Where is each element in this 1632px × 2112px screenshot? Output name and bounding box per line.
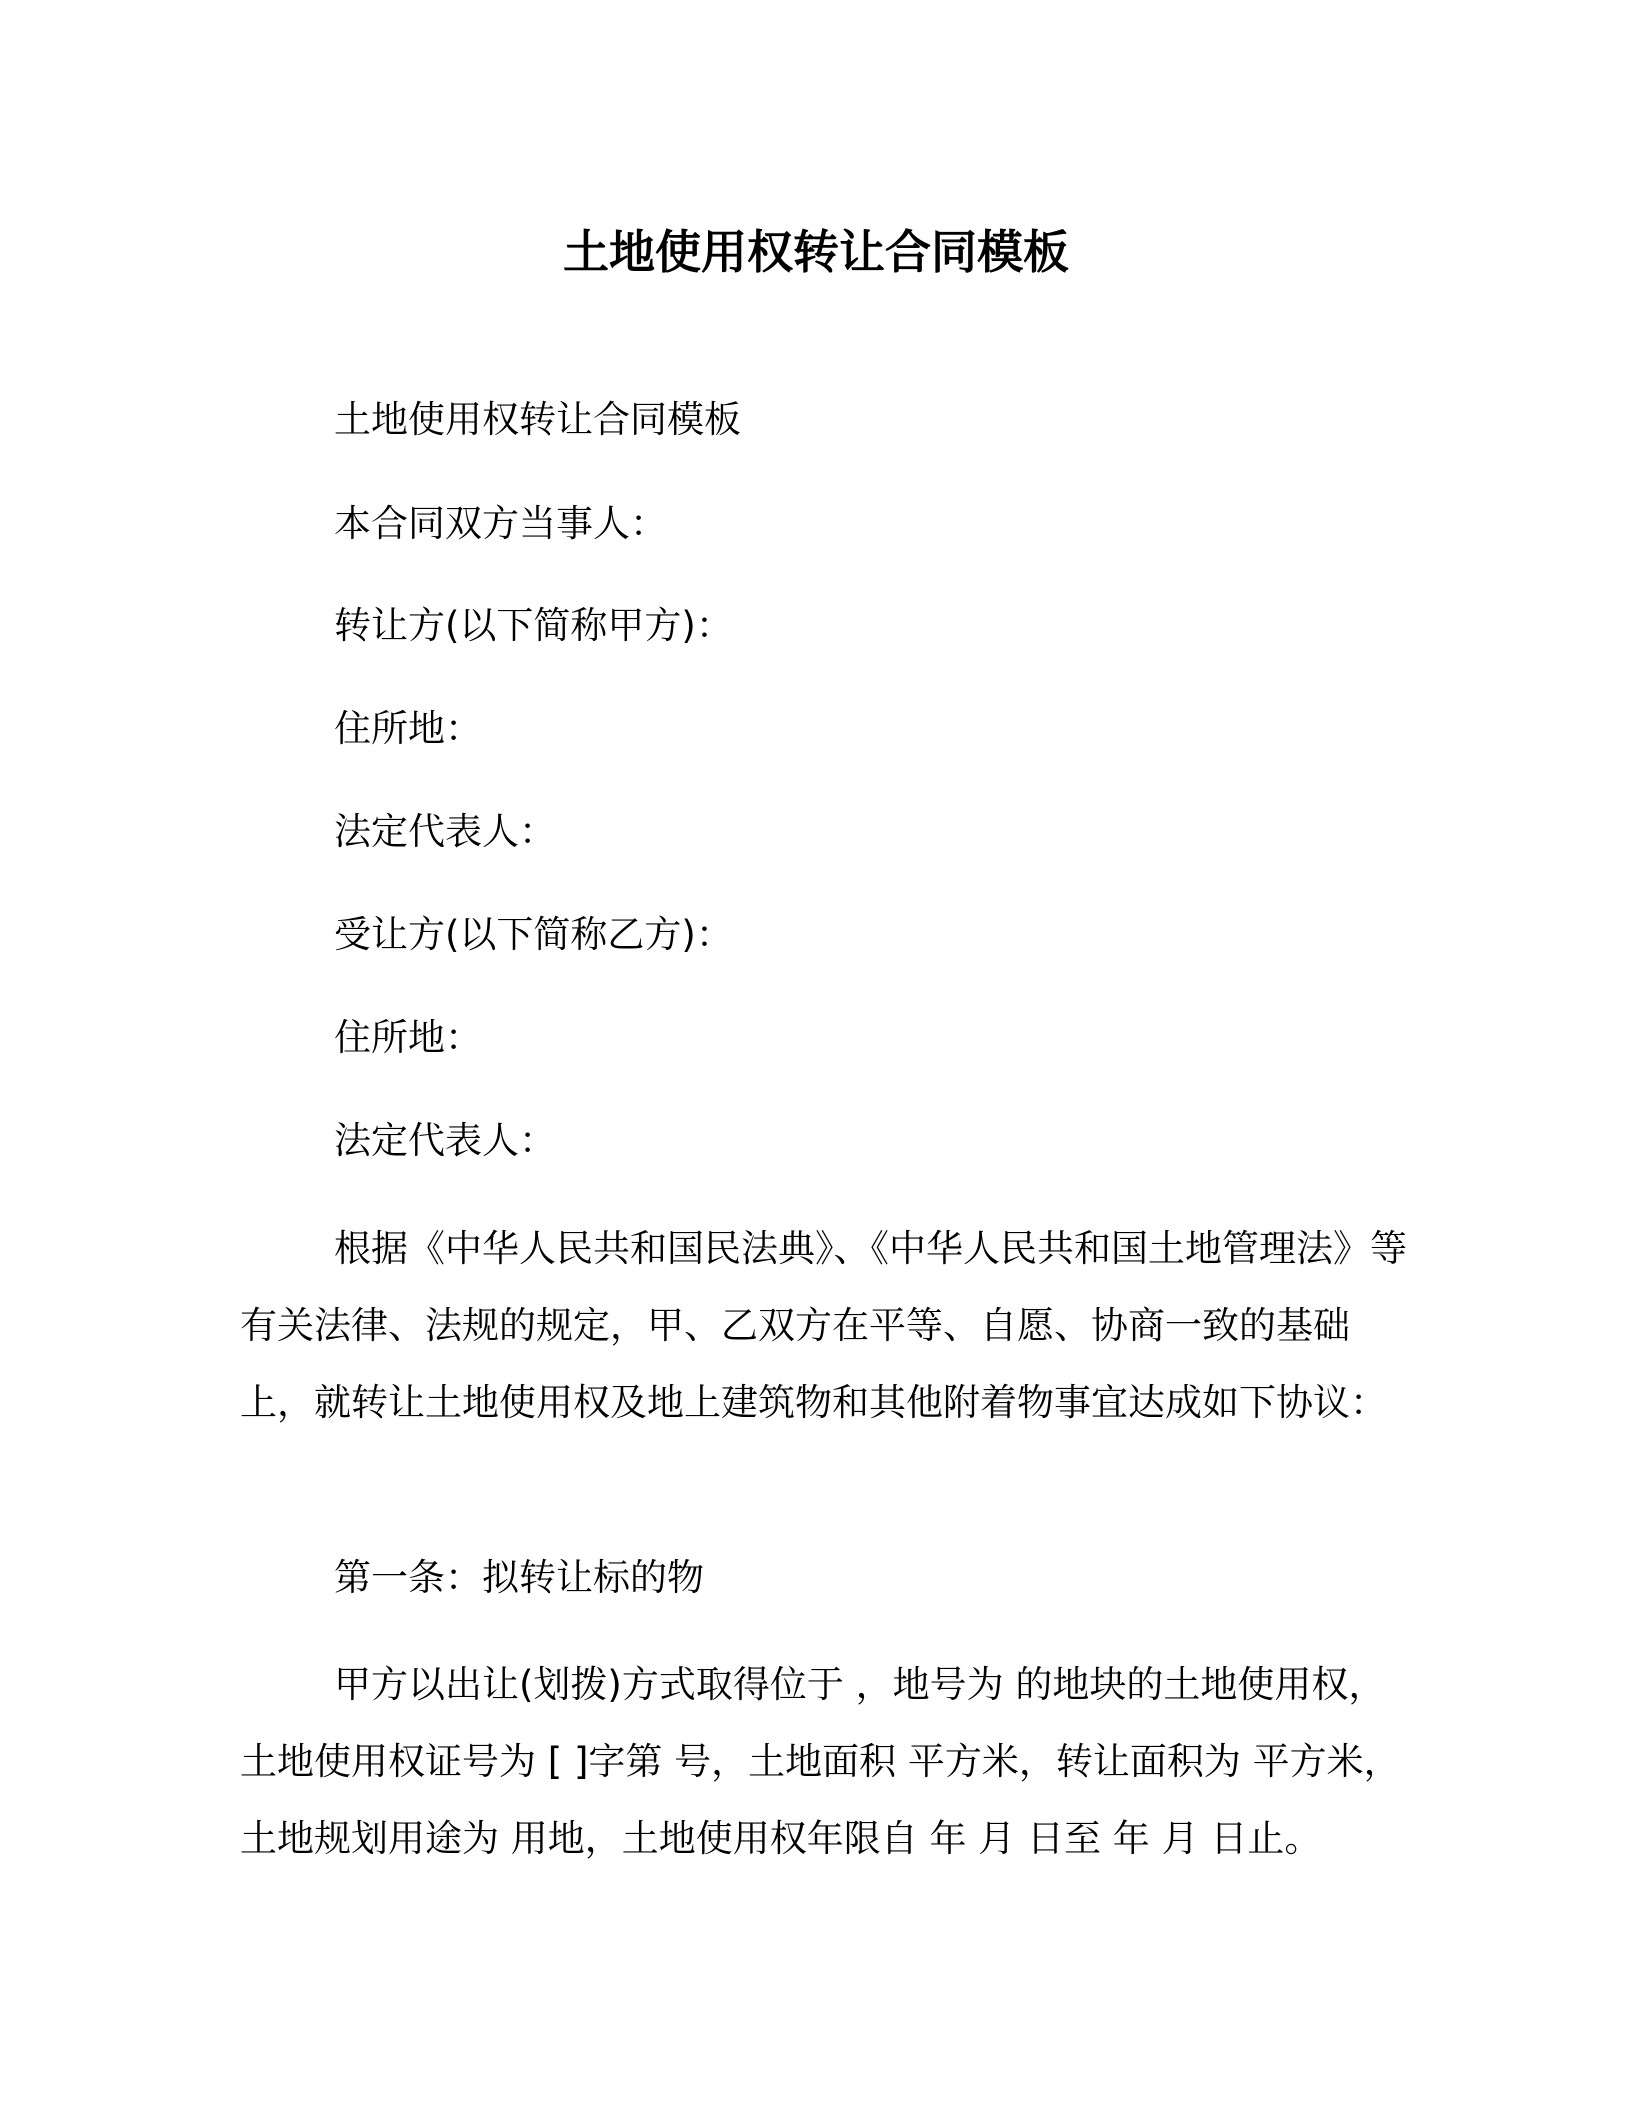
transferor-label: 转让方(以下简称甲方)： <box>334 604 733 647</box>
transferee-label: 受让方(以下简称乙方)： <box>334 913 733 956</box>
document-subtitle: 土地使用权转让合同模板 <box>334 398 741 441</box>
transferor-address: 住所地： <box>334 707 482 750</box>
preamble-paragraph: 根据《中华人民共和国民法典》、《中华人民共和国土地管理法》等有关法律、法规的规定，甲、乙双方在平等、自愿、协商一致的基础上，就转让土地使用权及地上建筑物和其他附着物事宜达成如下协议： <box>240 1227 1407 1424</box>
transferee-address: 住所地： <box>334 1016 482 1059</box>
transferor-representative: 法定代表人： <box>334 810 556 853</box>
article-1-heading: 第一条：拟转让标的物 <box>334 1556 704 1599</box>
article-1-body: 甲方以出让(划拨)方式取得位于 ，地号为 的地块的土地使用权，土地使用权证号为 [ ]字第 号，土地面积 平方米，转让面积为 平方米，土地规划用途为 用地，土地使用权年限自 年 月 日至 年 月 日止。 <box>240 1663 1401 1860</box>
document-title: 土地使用权转让合同模板 <box>563 225 1069 279</box>
parties-heading: 本合同双方当事人： <box>334 502 667 545</box>
transferee-representative: 法定代表人： <box>334 1119 556 1162</box>
